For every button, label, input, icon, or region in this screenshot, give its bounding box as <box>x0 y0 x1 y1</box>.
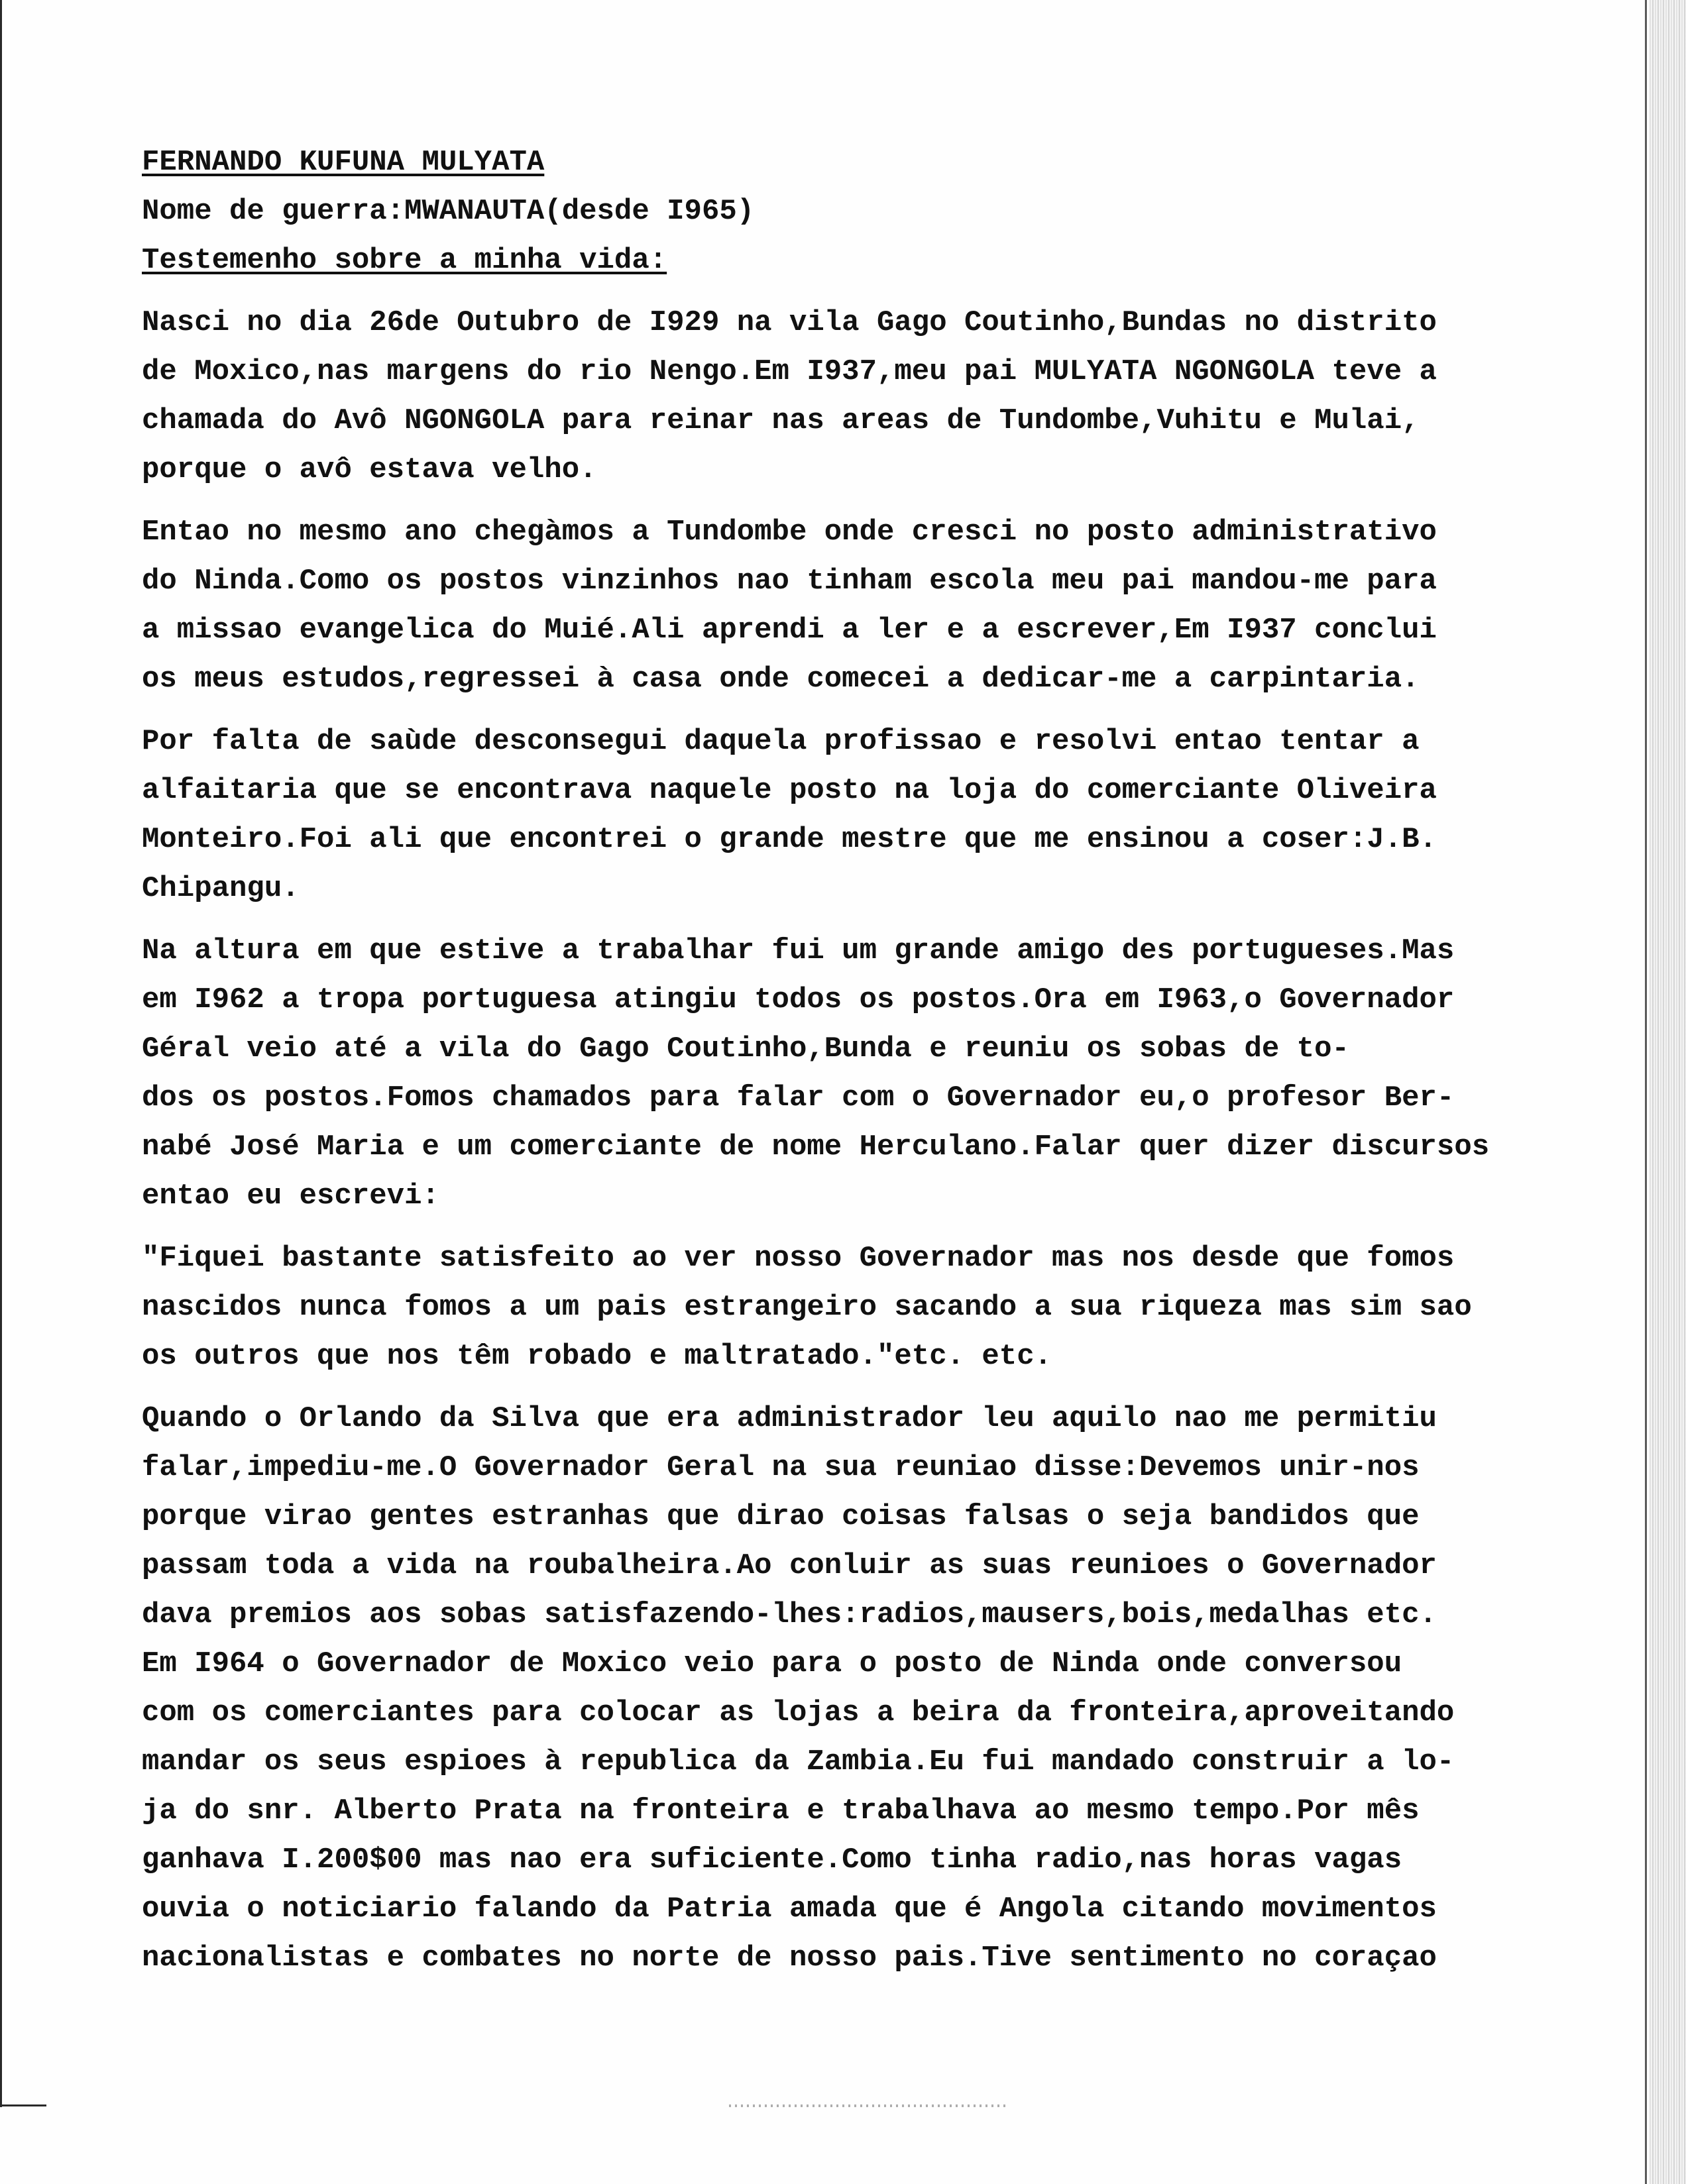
text-line: Em I964 o Governador de Moxico veio para o posto de Ninda onde conversou <box>142 1647 1402 1680</box>
section-heading: Testemenho sobre a minha vida: <box>142 244 667 277</box>
text-line: porque virao gentes estranhas que dirao coisas falsas o seja bandidos que <box>142 1500 1420 1533</box>
text-line: porque o avô estava velho. <box>142 453 597 486</box>
text-line: dos os postos.Fomos chamados para falar com o Governador eu,o profesor Ber- <box>142 1081 1455 1115</box>
typewritten-text <box>142 138 1633 1983</box>
scan-bottom-noise <box>729 2104 1007 2107</box>
paragraph-3 <box>142 717 1633 913</box>
war-name: Nome de guerra:MWANAUTA(desde I965) <box>142 195 755 228</box>
text-line: com os comerciantes para colocar as lojas a beira da fronteira,aproveitando <box>142 1696 1455 1729</box>
text-line: os meus estudos,regressei à casa onde comecei a dedicar-me a carpintaria. <box>142 663 1420 696</box>
text-line: Na altura em que estive a trabalhar fui um grande amigo des portugueses.Mas <box>142 934 1455 967</box>
text-line: Monteiro.Foi ali que encontrei o grande mestre que me ensinou a coser:J.B. <box>142 823 1437 856</box>
paragraph-6 <box>142 1394 1633 1983</box>
text-line: entao eu escrevi: <box>142 1179 439 1213</box>
paragraph-1 <box>142 298 1633 494</box>
text-line: ouvia o noticiario falando da Patria amada que é Angola citando movimentos <box>142 1892 1437 1926</box>
text-line: Quando o Orlando da Silva que era administrador leu aquilo nao me permitiu <box>142 1402 1437 1435</box>
paragraph-2 <box>142 508 1633 704</box>
text-line: passam toda a vida na roubalheira.Ao conluir as suas reunioes o Governador <box>142 1549 1437 1582</box>
text-line: falar,impediu-me.O Governador Geral na sua reuniao disse:Devemos unir-nos <box>142 1451 1420 1484</box>
text-line: ja do snr. Alberto Prata na fronteira e trabalhava ao mesmo tempo.Por mês <box>142 1794 1420 1828</box>
text-line: em I962 a tropa portuguesa atingiu todos os postos.Ora em I963,o Governador <box>142 983 1455 1016</box>
text-line: mandar os seus espioes à republica da Zambia.Eu fui mandado construir a lo- <box>142 1745 1455 1778</box>
text-line: do Ninda.Como os postos vinzinhos nao tinham escola meu pai mandou-me para <box>142 565 1437 598</box>
scan-left-edge-foot <box>0 2104 46 2106</box>
text-line: nascidos nunca fomos a um pais estrangeiro sacando a sua riqueza mas sim sao <box>142 1291 1472 1324</box>
text-line: Chipangu. <box>142 872 300 905</box>
quoted-speech <box>142 1234 1633 1381</box>
text-line: chamada do Avô NGONGOLA para reinar nas areas de Tundombe,Vuhitu e Mulai, <box>142 404 1420 437</box>
text-line: Entao no mesmo ano chegàmos a Tundombe onde cresci no posto administrativo <box>142 516 1437 549</box>
scan-right-edge <box>1645 0 1647 2184</box>
paragraph-4 <box>142 926 1633 1221</box>
text-line: nacionalistas e combates no norte de nosso pais.Tive sentimento no coraçao <box>142 1941 1437 1975</box>
text-line: Nasci no dia 26de Outubro de I929 na vila Gago Coutinho,Bundas no distrito <box>142 306 1437 339</box>
text-line: Por falta de saùde desconsegui daquela profissao e resolvi entao tentar a <box>142 725 1420 758</box>
text-line: Géral veio até a vila do Gago Coutinho,Bunda e reuniu os sobas de to- <box>142 1032 1349 1065</box>
text-line: os outros que nos têm robado e maltratado."etc. etc. <box>142 1340 1052 1373</box>
scan-left-edge <box>0 0 2 2107</box>
text-line: ganhava I.200$00 mas nao era suficiente.Como tinha radio,nas horas vagas <box>142 1843 1402 1877</box>
scan-right-margin-noise <box>1649 0 1686 2184</box>
text-line: nabé José Maria e um comerciante de nome Herculano.Falar quer dizer discursos <box>142 1130 1490 1164</box>
text-line: dava premios aos sobas satisfazendo-lhes:radios,mausers,bois,medalhas etc. <box>142 1598 1437 1631</box>
text-line: alfaitaria que se encontrava naquele posto na loja do comerciante Oliveira <box>142 774 1437 807</box>
text-line: de Moxico,nas margens do rio Nengo.Em I937,meu pai MULYATA NGONGOLA teve a <box>142 355 1437 388</box>
author-name: FERNANDO KUFUNA MULYATA <box>142 146 545 179</box>
text-line: a missao evangelica do Muié.Ali aprendi a ler e a escrever,Em I937 conclui <box>142 614 1437 647</box>
text-line: "Fiquei bastante satisfeito ao ver nosso Governador mas nos desde que fomos <box>142 1242 1455 1275</box>
